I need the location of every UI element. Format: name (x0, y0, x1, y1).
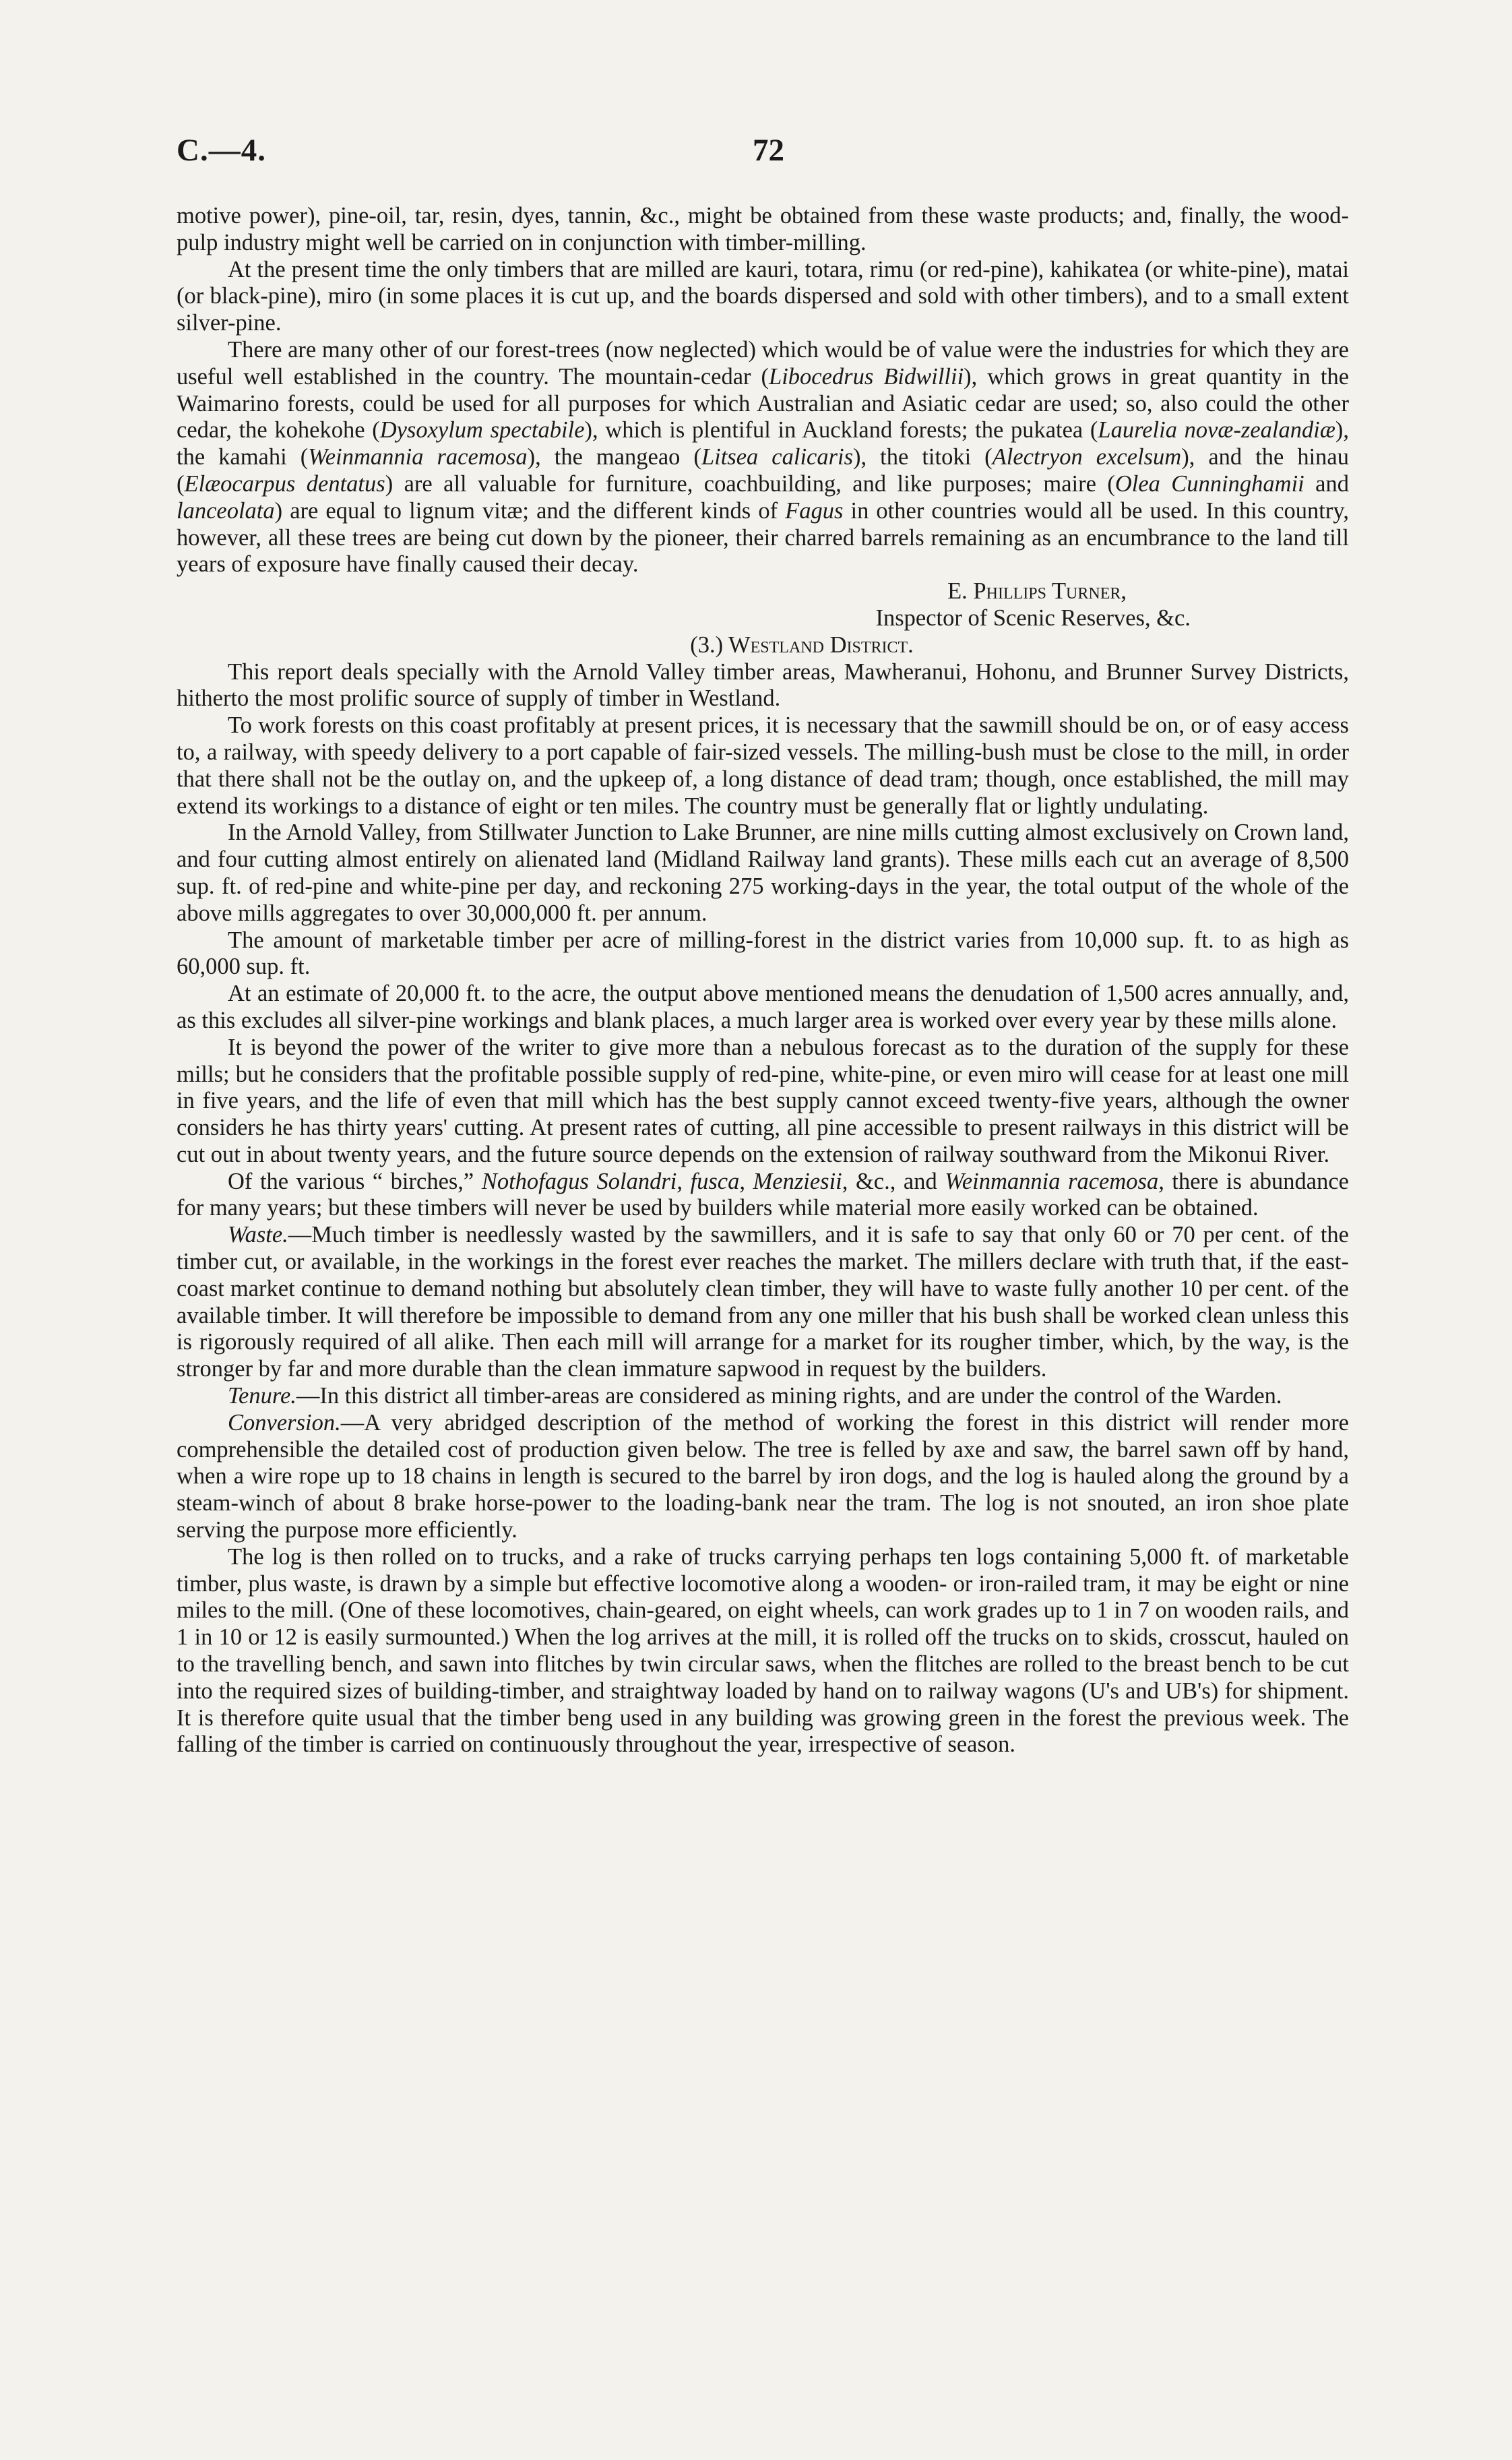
paragraph: motive power), pine-oil, tar, resin, dyes, tannin, &c., might be obtained from these waste products; and, finally, the wood-pulp industry might well be carried on in conjunction with timber-milling. (177, 203, 1349, 255)
text-run: ), the kamahi ( (177, 417, 1349, 470)
species-name: Nothofagus Solandri, fusca, Menziesii, (481, 1168, 848, 1194)
paragraph: The amount of marketable timber per acre of milling-forest in the district varies from 10,000 sup. ft. to as high as 60,000 sup. ft. (177, 927, 1349, 980)
paragraph: It is beyond the power of the writer to give more than a nebulous forecast as to the duration of the supply for these mills; but he considers that the profitable possible supply of red-pine, white-pine, or even miro will cease for at least one mill in five years, and the life of even that mill which has the best supply cannot exceed twenty-five years, although the owner considers he has thirty years' cutting. At present rates of cutting, all pine accessible to present railways in this district will be cut out in about twenty years, and the future source depends on the extension of railway southward from the Mikonui River. (177, 1034, 1349, 1167)
species-name: Weinmannia racemosa, (945, 1168, 1164, 1194)
section-heading: (3.) Westland District. (690, 632, 914, 658)
paragraph: The log is then rolled on to trucks, and a rake of trucks carrying perhaps ten logs containing 5,000 ft. of marketable timber, plus waste, is drawn by a simple but effective locomotive along a wooden- or iron-railed tram, it may be eight or nine miles to the mill. (One of these locomotives, chain-geared, on eight wheels, can work grades up to 1 in 7 on wooden rails, and 1 in 10 or 12 is easily surmounted.) When the log arrives at the mill, it is rolled off the trucks on to skids, crosscut, hauled on to the travelling bench, and sawn into flitches by twin circular saws, when the flitches are rolled to the breast bench to be cut into the required sizes of building-timber, and straightway loaded by hand on to railway wagons (U's and UB's) for shipment. It is therefore quite usual that the timber beng used in any building was growing green in the forest the previous week. The falling of the timber is carried on continuously throughout the year, irrespective of season. (177, 1543, 1349, 1758)
species-name: Elæocarpus dentatus (184, 470, 385, 497)
species-name: Weinmannia racemosa (308, 444, 528, 470)
text-run: There are many other of our forest-trees (now neglected) which would be of value were the industries for which they are useful well established in the country. The mountain-cedar ( (177, 336, 1349, 390)
paragraph: This report deals specially with the Arnold Valley timber areas, Mawheranui, Hohonu, and Brunner Survey Districts, hitherto the most prolific source of supply of timber in Westland. (177, 658, 1349, 712)
text-run: &c., and (848, 1168, 945, 1194)
species-name: Alectryon excelsum (992, 444, 1182, 470)
birches-paragraph (177, 1169, 1349, 1223)
tenure-paragraph (177, 1383, 1349, 1410)
paragraph-subhead: Tenure. (228, 1383, 296, 1409)
page-header (177, 132, 1369, 173)
species-name: lanceolata (177, 497, 275, 524)
text-run: Of the various “ birches,” (228, 1168, 482, 1194)
text-run: —In this district all timber-areas are considered as mining rights, and are under the control of the Warden. (296, 1383, 1282, 1409)
text-run: ), which is plentiful in Auckland forests; the pukatea ( (584, 417, 1098, 443)
species-name: Fagus (785, 497, 844, 524)
paragraph: At the present time the only timbers that are milled are kauri, totara, rimu (or red-pine), kahikatea (or white-pine), matai (or black-pine), miro (in some places it is cut up, and the boards dispersed and sold with other timbers), and to a small extent silver-pine. (177, 256, 1349, 336)
waste-paragraph (177, 1222, 1349, 1383)
paragraph-subhead: Conversion. (228, 1409, 341, 1436)
text-run: and (1304, 470, 1349, 497)
text-run: there is abundance for many years; but these timbers will never be used by builders while material more easily worked can be obtained. (177, 1168, 1349, 1221)
text-run: ), and the hinau ( (177, 444, 1349, 497)
page-number: 72 (753, 133, 784, 168)
text-run: ), the mangeao ( (527, 444, 701, 470)
document-number: C.—4. (177, 133, 266, 168)
signature-name: E. Phillips Turner, (947, 578, 1127, 605)
text-run: —A very abridged description of the method of working the forest in this district will render more comprehensible the detailed cost of production given below. The tree is felled by axe and saw, the barrel sawn off by hand, when a wire rope up to 18 chains in length is secured to the barrel by iron dogs, and the log is hauled along the ground by a steam-winch of about 8 brake horse-power to the loading-bank near the tram. The log is not snouted, an iron shoe plate serving the purpose more efficiently. (177, 1409, 1349, 1543)
text-run: ) are equal to lignum vitæ; and the different kinds of (274, 497, 786, 524)
conversion-paragraph (177, 1410, 1349, 1544)
signature-title: Inspector of Scenic Reserves, &c. (875, 605, 1191, 631)
text-run: —Much timber is needlessly wasted by the sawmillers, and it is safe to say that only 60 or 70 per cent. of the timber cut, or available, in the workings in the forest ever reaches the market. The millers declare with truth that, if the east-coast market continue to demand nothing but absolutely clean timber, they will have to waste fully another 10 per cent. of the available timber. It will therefore be impossible to demand from any one miller that his bush shall be worked clean unless this is rigorously required of all alike. Then each mill will arrange for a market for its rougher timber, which, by the way, is the stronger by far and more durable than the clean immature sapwood in request by the builders. (177, 1222, 1349, 1382)
species-name: Olea Cunninghamii (1114, 470, 1304, 497)
paragraph-subhead: Waste. (228, 1222, 288, 1248)
text-run: ), the titoki ( (853, 444, 993, 470)
species-name: Laurelia novæ-zealandiæ (1098, 417, 1335, 443)
text-run: in other countries would all be used. In this country, however, all these trees are being cut down by the pioneer, their charred barrels remaining as an encumbrance to the land till years of exposure have finally caused their decay. (177, 497, 1349, 578)
paragraph: To work forests on this coast profitably at present prices, it is necessary that the sawmill should be on, or of easy access to, a railway, with speedy delivery to a port capable of fair-sized vessels. The milling-bush must be close to the mill, in order that there shall not be the outlay on, and the upkeep of, a long distance of dead tram; though, once established, the mill may extend its workings to a distance of eight or ten miles. The country must be generally flat or lightly undulating. (177, 712, 1349, 819)
species-name: Litsea calicaris (701, 444, 854, 470)
species-name: Libocedrus Bidwillii (769, 363, 964, 390)
document-body (177, 203, 1349, 1758)
paragraph: At an estimate of 20,000 ft. to the acre, the output above mentioned means the denudation of 1,500 acres annually, and, as this excludes all silver-pine workings and blank places, a much larger area is worked over every year by these mills alone. (177, 981, 1349, 1033)
text-run: ) are all valuable for furniture, coachbuilding, and like purposes; maire ( (385, 470, 1115, 497)
paragraph: In the Arnold Valley, from Stillwater Junction to Lake Brunner, are nine mills cutting almost exclusively on Crown land, and four cutting almost entirely on alienated land (Midland Railway land grants). These mills each cut an average of 8,500 sup. ft. of red-pine and white-pine per day, and reckoning 275 working-days in the year, the total output of the whole of the above mills aggregates to over 30,000,000 ft. per annum. (177, 820, 1349, 926)
species-name: Dysoxylum spectabile (379, 417, 585, 443)
forest-trees-paragraph (177, 337, 1349, 578)
text-run: ), which grows in great quantity in the Waimarino forests, could be used for all purposes for which Australian and Asiatic cedar are used; so, also could the other cedar, the kohekohe ( (177, 363, 1350, 443)
